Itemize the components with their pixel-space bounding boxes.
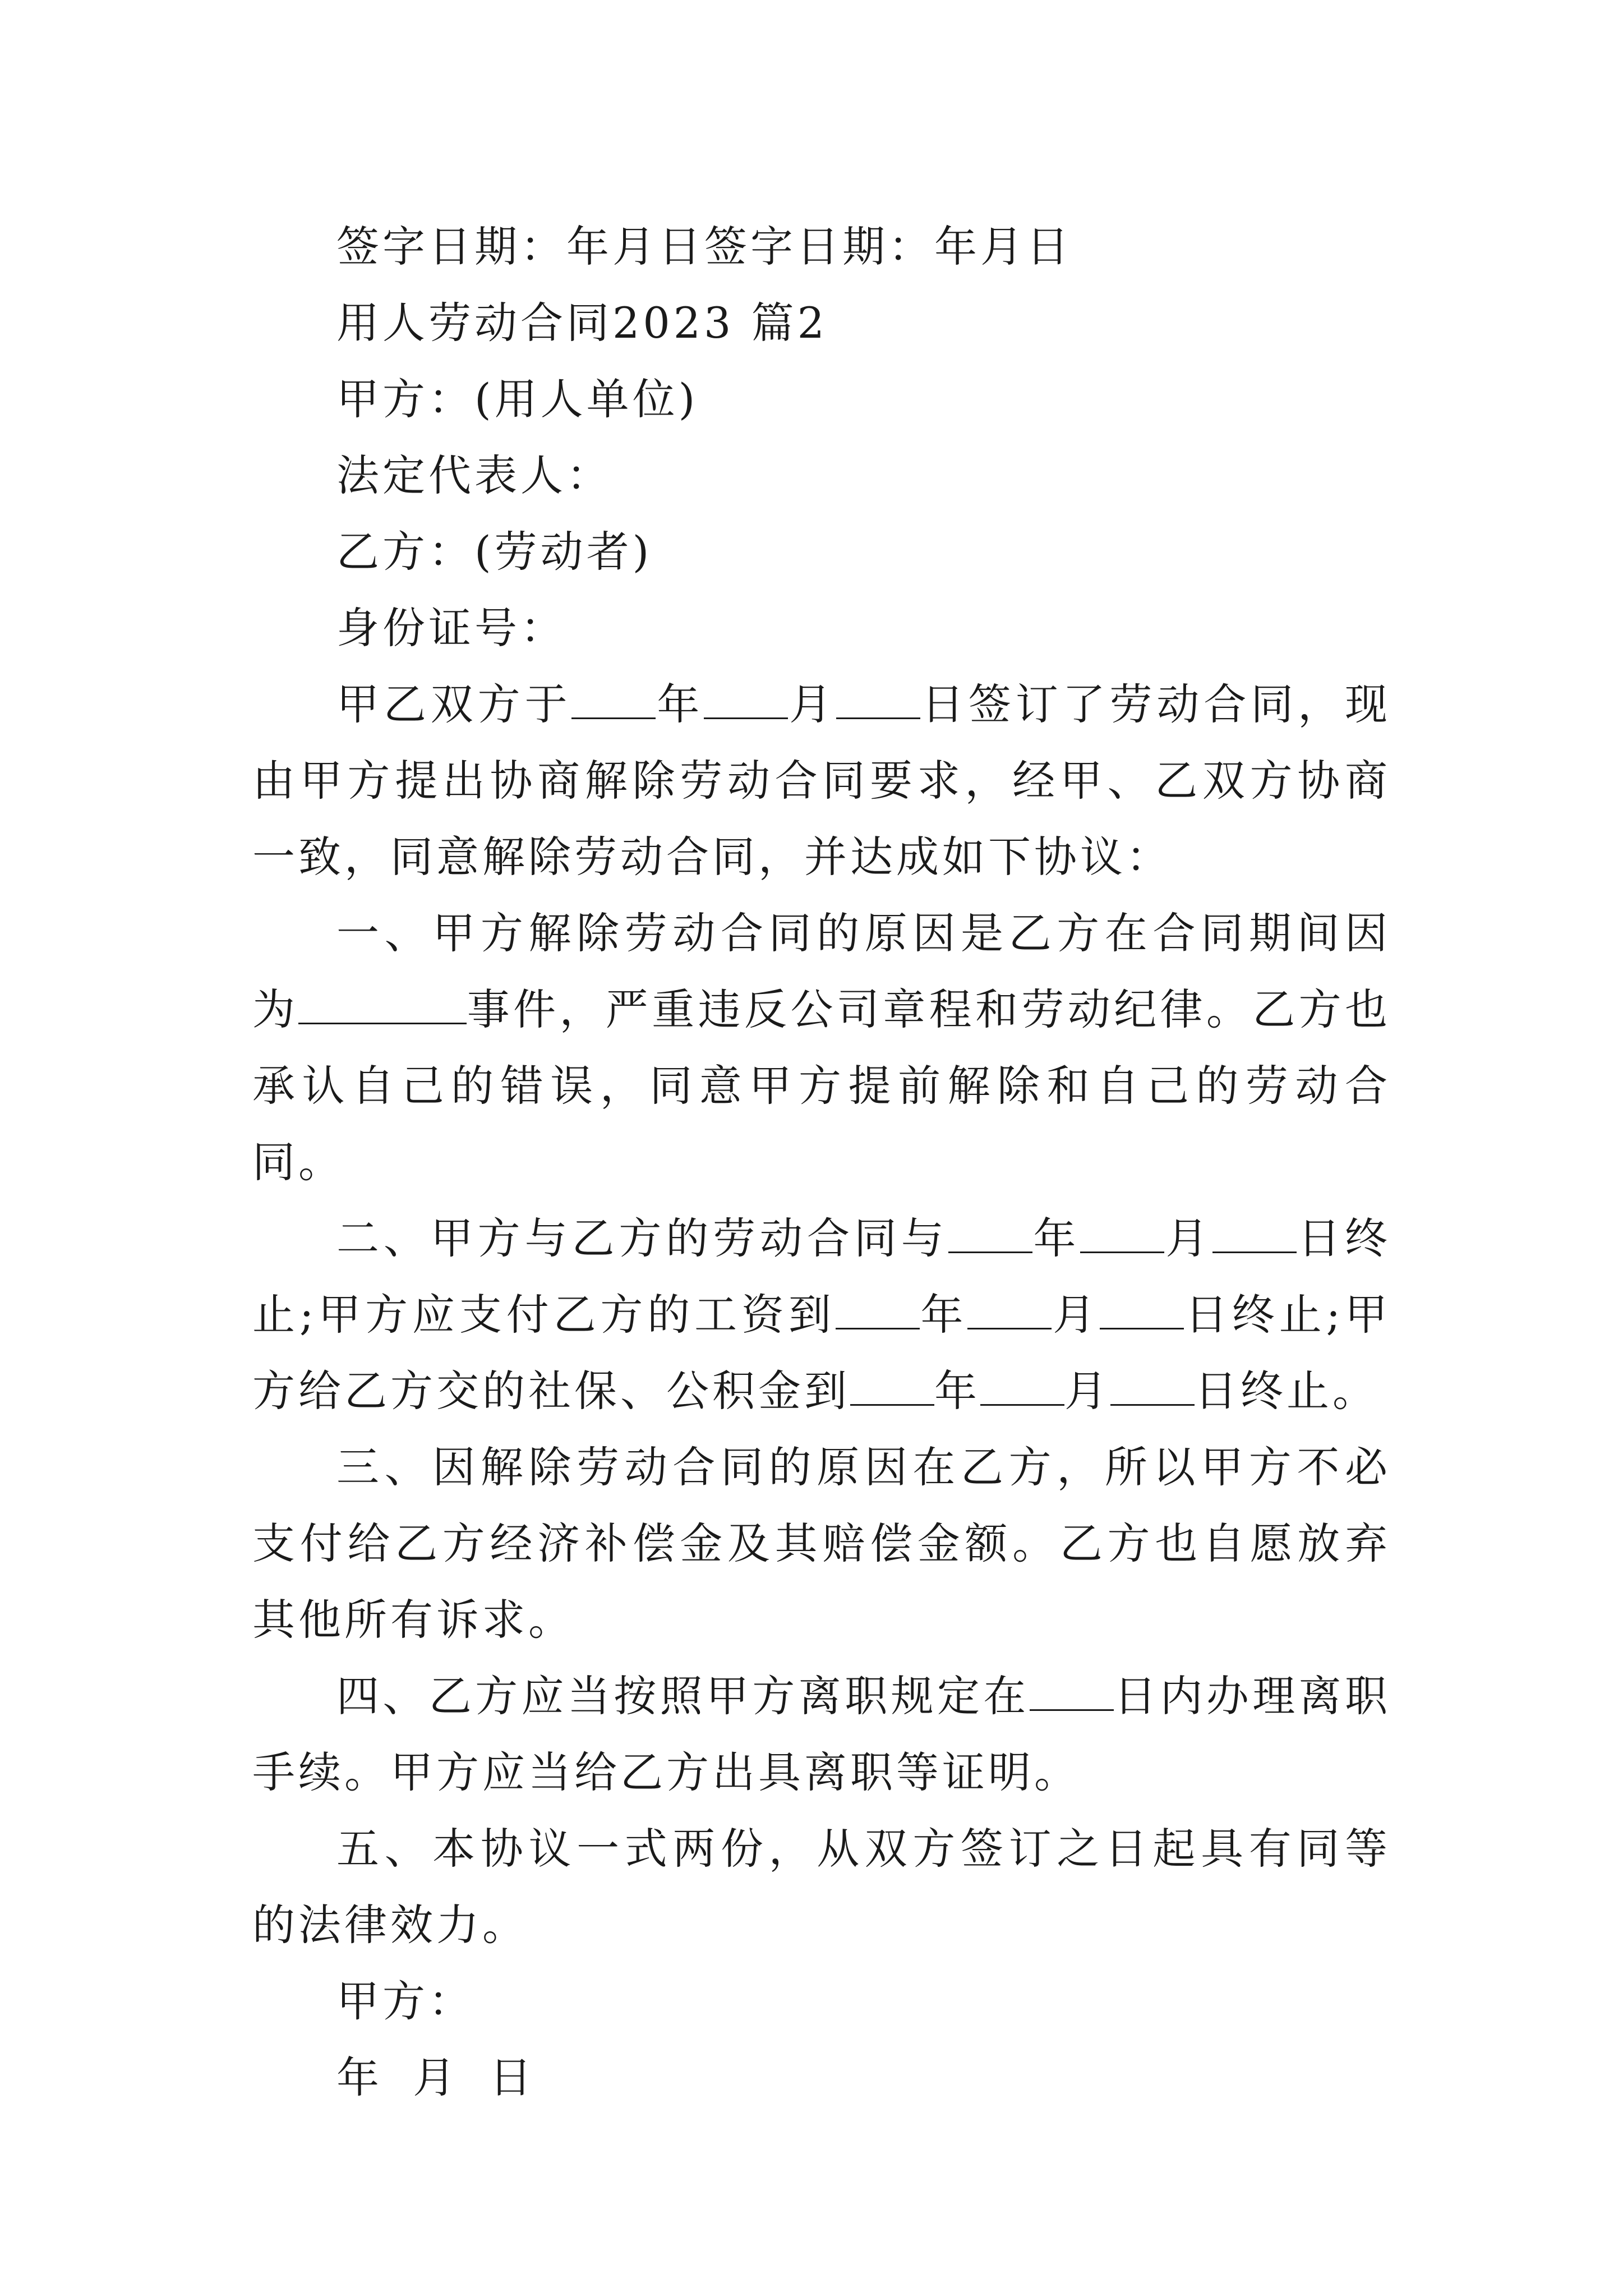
- clause-3-paragraph: 三、因解除劳动合同的原因在乙方，所以甲方不必支付给乙方经济补偿金及其赔偿金额。乙方也自愿放弃其他所有诉求。: [252, 1442, 1391, 1645]
- days-blank: [1030, 1667, 1114, 1711]
- clause-2-text-4: 日终止;甲方应支付乙方的工资到: [252, 1213, 1391, 1340]
- month-blank: [967, 1285, 1052, 1329]
- clause-2-text-10: 日终止。: [1195, 1366, 1378, 1416]
- clause-2-text-9: 月: [1064, 1366, 1110, 1416]
- intro-paragraph: [252, 666, 1391, 895]
- day-blank: [1100, 1285, 1184, 1329]
- month-blank: [980, 1361, 1064, 1406]
- event-blank: [298, 980, 467, 1024]
- year-blank: [571, 675, 656, 719]
- clause-1-paragraph: [252, 895, 1391, 1200]
- year-blank: [850, 1361, 934, 1406]
- year-blank: [948, 1209, 1032, 1253]
- document-body: [252, 209, 1391, 2116]
- party-b-line: 乙方：(劳动者): [336, 527, 653, 577]
- clause-4-text-1: 四、乙方应当按照甲方离职规定在: [336, 1671, 1030, 1721]
- legal-rep-line: 法定代表人：: [336, 450, 612, 500]
- year-blank: [836, 1285, 920, 1329]
- day-blank: [1212, 1209, 1297, 1253]
- clause-4-text-2: 日内办理离职手续。甲方应当给乙方出具离职等证明。: [252, 1671, 1391, 1797]
- clause-1-text-1: 一、甲方解除劳动合同的原因是乙方在合同期间因为: [252, 908, 1391, 1034]
- clause-2-text-7: 日终止;甲方给乙方交的社保、公积金到: [252, 1290, 1391, 1416]
- day-blank: [836, 675, 920, 719]
- clause-2-text-1: 二、甲方与乙方的劳动合同与: [336, 1213, 948, 1263]
- sign-date-line: 签字日期：年月日签字日期：年月日: [336, 222, 1072, 272]
- clause-2-paragraph: [252, 1200, 1391, 1429]
- month-blank: [704, 675, 788, 719]
- sign-party-line: 甲方：: [336, 1976, 474, 2026]
- clause-5-paragraph: 五、本协议一式两份，从双方签订之日起具有同等的法律效力。: [252, 1824, 1391, 1950]
- intro-text-3: 月: [788, 679, 837, 729]
- clause-2-text-6: 月: [1052, 1290, 1100, 1340]
- section-title: 用人劳动合同2023 篇2: [336, 298, 828, 348]
- clause-2-text-3: 月: [1164, 1213, 1213, 1263]
- clause-2-text-5: 年: [919, 1290, 968, 1340]
- id-number-line: 身份证号：: [336, 603, 566, 653]
- clause-1-text-2: 事件，严重违反公司章程和劳动纪律。乙方也承认自己的错误，同意甲方提前解除和自己的劳动合同。: [252, 984, 1391, 1187]
- party-a-line: 甲方：(用人单位): [336, 374, 699, 424]
- clause-2-text-2: 年: [1032, 1213, 1081, 1263]
- intro-text-1: 甲乙双方于: [336, 679, 572, 729]
- intro-text-4: 日签订了劳动合同，现由甲方提出协商解除劳动合同要求，经甲、乙双方协商一致，同意解除劳动合同，并达成如下协议：: [252, 679, 1391, 882]
- intro-text-2: 年: [656, 679, 704, 729]
- clause-2-text-8: 年: [934, 1366, 980, 1416]
- sign-date-blank-line: 年 月 日: [336, 2053, 536, 2102]
- month-blank: [1080, 1209, 1164, 1253]
- day-blank: [1110, 1361, 1195, 1406]
- clause-4-paragraph: [252, 1658, 1391, 1811]
